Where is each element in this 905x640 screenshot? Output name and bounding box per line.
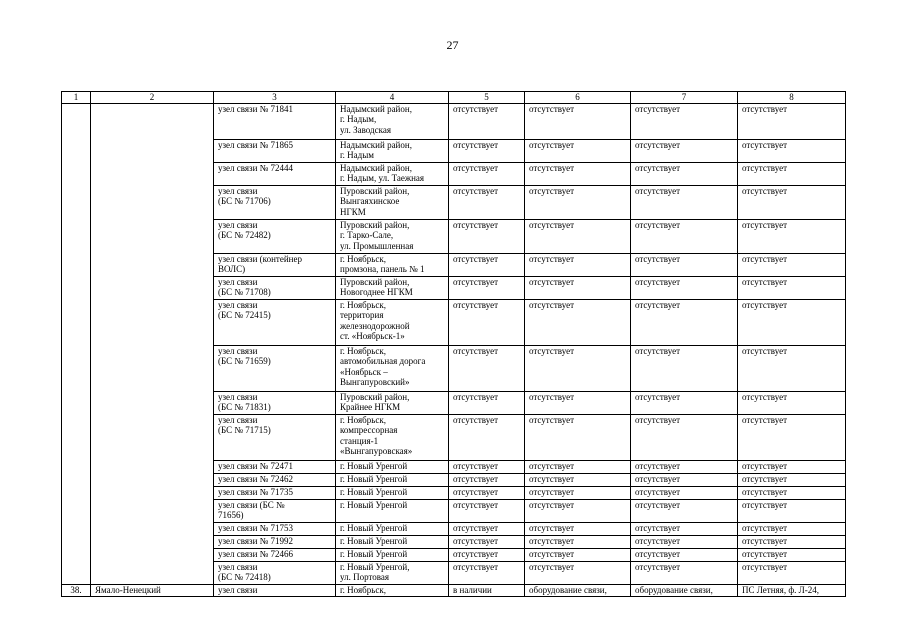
column-number-7: 7 bbox=[631, 92, 738, 104]
availability-cell: отсутствует bbox=[449, 522, 525, 535]
last-row-c2: Ямало-Ненецкий bbox=[91, 584, 214, 596]
column-7-cell: отсутствует bbox=[631, 139, 738, 162]
node-name-cell: узел связи (БС № 71659) bbox=[214, 345, 336, 391]
column-8-cell: отсутствует bbox=[738, 499, 846, 522]
column-number-1: 1 bbox=[62, 92, 91, 104]
node-name-cell: узел связи № 71992 bbox=[214, 535, 336, 548]
location-cell: г. Новый Уренгой, ул. Портовая bbox=[336, 561, 449, 584]
merged-cell-index bbox=[62, 103, 91, 584]
column-7-cell: отсутствует bbox=[631, 185, 738, 219]
location-cell: г. Новый Уренгой bbox=[336, 460, 449, 473]
column-6-cell: отсутствует bbox=[525, 548, 631, 561]
document-table bbox=[61, 91, 846, 597]
column-6-cell: отсутствует bbox=[525, 522, 631, 535]
column-6-cell: отсутствует bbox=[525, 460, 631, 473]
node-name-cell: узел связи № 71865 bbox=[214, 139, 336, 162]
column-7-cell: отсутствует bbox=[631, 299, 738, 345]
column-7-cell: отсутствует bbox=[631, 414, 738, 460]
column-8-cell: отсутствует bbox=[738, 139, 846, 162]
column-6-cell: отсутствует bbox=[525, 253, 631, 276]
column-6-cell: отсутствует bbox=[525, 185, 631, 219]
node-name-cell: узел связи № 72462 bbox=[214, 473, 336, 486]
location-cell: Надымский район, г. Надым, ул. Таежная bbox=[336, 162, 449, 185]
node-name-cell: узел связи (БС № 71708) bbox=[214, 276, 336, 299]
node-name-cell: узел связи (БС № 71656) bbox=[214, 499, 336, 522]
node-name-cell: узел связи № 71735 bbox=[214, 486, 336, 499]
column-7-cell: отсутствует bbox=[631, 486, 738, 499]
column-8-cell: отсутствует bbox=[738, 548, 846, 561]
column-6-cell: отсутствует bbox=[525, 139, 631, 162]
availability-cell: отсутствует bbox=[449, 139, 525, 162]
column-7-cell: отсутствует bbox=[631, 561, 738, 584]
column-8-cell: отсутствует bbox=[738, 345, 846, 391]
column-6-cell: отсутствует bbox=[525, 103, 631, 139]
availability-cell: отсутствует bbox=[449, 561, 525, 584]
node-name-cell: узел связи (БС № 72418) bbox=[214, 561, 336, 584]
column-7-cell: отсутствует bbox=[631, 391, 738, 414]
availability-cell: отсутствует bbox=[449, 548, 525, 561]
node-name-cell: узел связи № 72471 bbox=[214, 460, 336, 473]
column-number-3: 3 bbox=[214, 92, 336, 104]
column-6-cell: отсутствует bbox=[525, 345, 631, 391]
column-8-cell: отсутствует bbox=[738, 162, 846, 185]
column-7-cell: отсутствует bbox=[631, 103, 738, 139]
location-cell: г. Новый Уренгой bbox=[336, 522, 449, 535]
column-8-cell: отсутствует bbox=[738, 253, 846, 276]
column-6-cell: отсутствует bbox=[525, 391, 631, 414]
column-8-cell: отсутствует bbox=[738, 535, 846, 548]
location-cell: г. Новый Уренгой bbox=[336, 548, 449, 561]
availability-cell: отсутствует bbox=[449, 473, 525, 486]
last-row-c8: ПС Летняя, ф. Л-24, bbox=[738, 584, 846, 596]
availability-cell: отсутствует bbox=[449, 391, 525, 414]
column-6-cell: отсутствует bbox=[525, 473, 631, 486]
node-name-cell: узел связи (контейнер ВОЛС) bbox=[214, 253, 336, 276]
location-cell: г. Новый Уренгой bbox=[336, 486, 449, 499]
column-number-4: 4 bbox=[336, 92, 449, 104]
node-name-cell: узел связи № 71841 bbox=[214, 103, 336, 139]
column-number-6: 6 bbox=[525, 92, 631, 104]
node-name-cell: узел связи № 72466 bbox=[214, 548, 336, 561]
column-6-cell: отсутствует bbox=[525, 486, 631, 499]
location-cell: Пуровский район, Вынгаяхинское НГКМ bbox=[336, 185, 449, 219]
node-name-cell: узел связи (БС № 71715) bbox=[214, 414, 336, 460]
column-7-cell: отсутствует bbox=[631, 522, 738, 535]
availability-cell: отсутствует bbox=[449, 219, 525, 253]
page-number: 27 bbox=[446, 38, 459, 52]
column-7-cell: отсутствует bbox=[631, 535, 738, 548]
node-name-cell: узел связи № 71753 bbox=[214, 522, 336, 535]
location-cell: Надымский район, г. Надым, ул. Заводская bbox=[336, 103, 449, 139]
column-8-cell: отсутствует bbox=[738, 185, 846, 219]
availability-cell: отсутствует bbox=[449, 460, 525, 473]
column-number-8: 8 bbox=[738, 92, 846, 104]
column-6-cell: отсутствует bbox=[525, 499, 631, 522]
location-cell: г. Ноябрьск, промзона, панель № 1 bbox=[336, 253, 449, 276]
column-8-cell: отсутствует bbox=[738, 391, 846, 414]
availability-cell: отсутствует bbox=[449, 299, 525, 345]
column-8-cell: отсутствует bbox=[738, 276, 846, 299]
last-row-c3: узел связи bbox=[214, 584, 336, 596]
column-8-cell: отсутствует bbox=[738, 486, 846, 499]
column-7-cell: отсутствует bbox=[631, 219, 738, 253]
table-header-row bbox=[62, 92, 846, 104]
location-cell: г. Новый Уренгой bbox=[336, 535, 449, 548]
column-7-cell: отсутствует bbox=[631, 548, 738, 561]
column-6-cell: отсутствует bbox=[525, 219, 631, 253]
column-8-cell: отсутствует bbox=[738, 561, 846, 584]
availability-cell: отсутствует bbox=[449, 162, 525, 185]
column-7-cell: отсутствует bbox=[631, 276, 738, 299]
node-name-cell: узел связи (БС № 72415) bbox=[214, 299, 336, 345]
column-6-cell: отсутствует bbox=[525, 276, 631, 299]
column-8-cell: отсутствует bbox=[738, 414, 846, 460]
column-6-cell: отсутствует bbox=[525, 414, 631, 460]
node-name-cell: узел связи (БС № 71706) bbox=[214, 185, 336, 219]
availability-cell: отсутствует bbox=[449, 253, 525, 276]
last-row-c6: оборудование связи, bbox=[525, 584, 631, 596]
column-8-cell: отсутствует bbox=[738, 219, 846, 253]
location-cell: Надымский район, г. Надым bbox=[336, 139, 449, 162]
column-7-cell: отсутствует bbox=[631, 253, 738, 276]
location-cell: г. Ноябрьск, территория железнодорожной ст. «Ноябрьск-1» bbox=[336, 299, 449, 345]
location-cell: г. Новый Уренгой bbox=[336, 499, 449, 522]
column-6-cell: отсутствует bbox=[525, 162, 631, 185]
column-8-cell: отсутствует bbox=[738, 460, 846, 473]
last-row-c5: в наличии bbox=[449, 584, 525, 596]
column-6-cell: отсутствует bbox=[525, 535, 631, 548]
location-cell: Пуровский район, Крайнее НГКМ bbox=[336, 391, 449, 414]
table-row bbox=[62, 103, 846, 139]
column-8-cell: отсутствует bbox=[738, 522, 846, 535]
column-8-cell: отсутствует bbox=[738, 103, 846, 139]
column-6-cell: отсутствует bbox=[525, 299, 631, 345]
availability-cell: отсутствует bbox=[449, 414, 525, 460]
column-8-cell: отсутствует bbox=[738, 473, 846, 486]
column-7-cell: отсутствует bbox=[631, 473, 738, 486]
node-name-cell: узел связи (БС № 71831) bbox=[214, 391, 336, 414]
node-name-cell: узел связи № 72444 bbox=[214, 162, 336, 185]
availability-cell: отсутствует bbox=[449, 345, 525, 391]
merged-cell-region bbox=[91, 103, 214, 584]
location-cell: г. Ноябрьск, компрессорная станция-1 «Вынгапуровская» bbox=[336, 414, 449, 460]
location-cell: Пуровский район, г. Тарко-Сале, ул. Промышленная bbox=[336, 219, 449, 253]
column-6-cell: отсутствует bbox=[525, 561, 631, 584]
column-7-cell: отсутствует bbox=[631, 499, 738, 522]
availability-cell: отсутствует bbox=[449, 103, 525, 139]
table-row bbox=[62, 584, 846, 596]
availability-cell: отсутствует bbox=[449, 276, 525, 299]
column-8-cell: отсутствует bbox=[738, 299, 846, 345]
location-cell: г. Ноябрьск, автомобильная дорога «Ноябрьск – Вынгапуровский» bbox=[336, 345, 449, 391]
last-row-c1: 38. bbox=[62, 584, 91, 596]
availability-cell: отсутствует bbox=[449, 535, 525, 548]
column-7-cell: отсутствует bbox=[631, 162, 738, 185]
availability-cell: отсутствует bbox=[449, 185, 525, 219]
column-number-5: 5 bbox=[449, 92, 525, 104]
table-body bbox=[62, 92, 846, 597]
last-row-c7: оборудование связи, bbox=[631, 584, 738, 596]
column-7-cell: отсутствует bbox=[631, 345, 738, 391]
location-cell: г. Новый Уренгой bbox=[336, 473, 449, 486]
column-number-2: 2 bbox=[91, 92, 214, 104]
availability-cell: отсутствует bbox=[449, 499, 525, 522]
node-name-cell: узел связи (БС № 72482) bbox=[214, 219, 336, 253]
location-cell: Пуровский район, Новогоднее НГКМ bbox=[336, 276, 449, 299]
last-row-c4: г. Ноябрьск, bbox=[336, 584, 449, 596]
availability-cell: отсутствует bbox=[449, 486, 525, 499]
column-7-cell: отсутствует bbox=[631, 460, 738, 473]
